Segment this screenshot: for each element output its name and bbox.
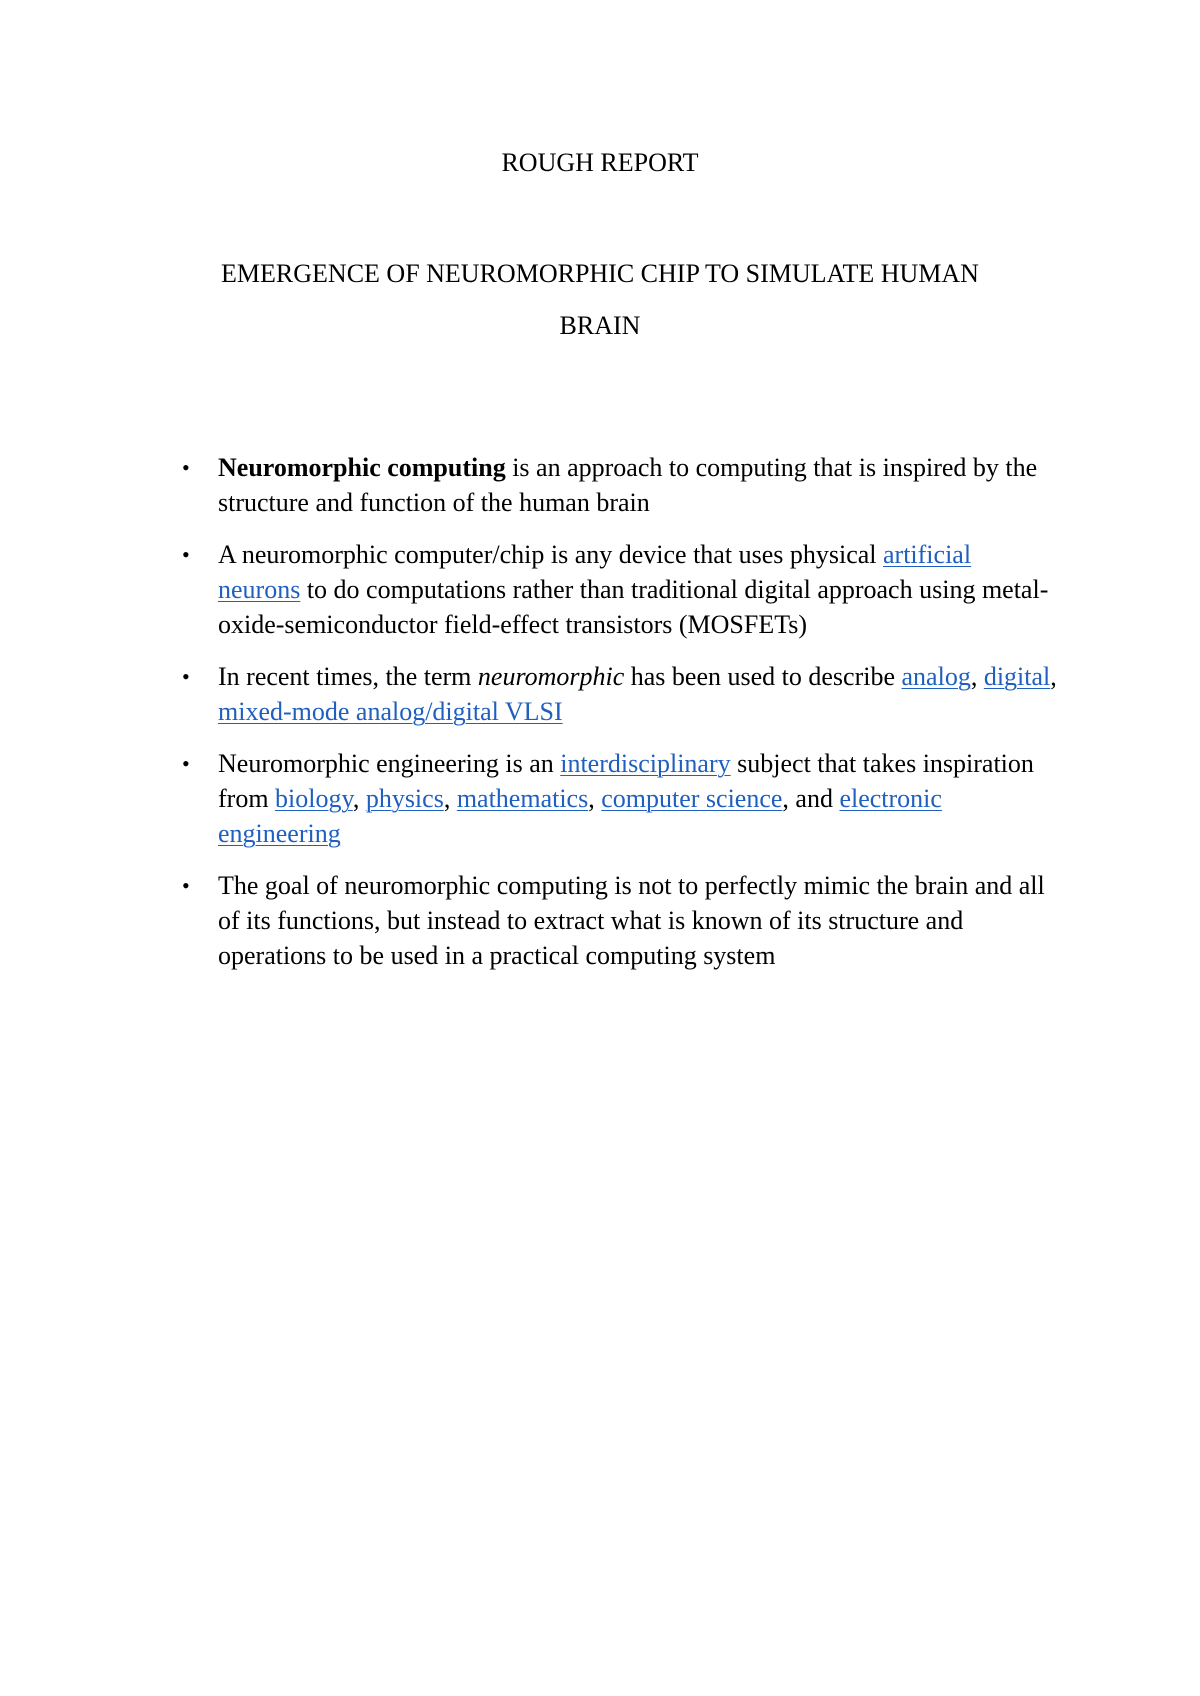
list-item [182,659,1058,729]
link-physics[interactable]: physics [365,784,444,813]
link-electronic-engineering[interactable]: electronic engineering [218,784,942,848]
bullet-text: The goal of neuromorphic computing is not to perfectly mimic the brain and all of its functions, but instead to extract what is known of its structure and operations to be used in a practical computing system [218,871,1045,970]
list-item [182,746,1058,851]
link-mixed-mode-vlsi[interactable]: mixed-mode analog/digital VLSI [218,697,563,726]
title-line-1: EMERGENCE OF NEUROMORPHIC CHIP TO SIMULATE HUMAN [221,259,979,288]
separator: , [970,662,984,691]
separator: , [588,784,602,813]
bullet-text: In recent times, the term [218,662,478,691]
title-line-2: BRAIN [559,311,641,340]
separator: , [352,784,366,813]
separator: , [1050,662,1057,691]
report-title [150,248,1050,352]
list-item [182,537,1058,642]
list-item [182,868,1058,973]
bullet-text: is an approach to computing that is inspired by the structure and function of the human brain [218,453,1038,517]
bullet-text: subject that takes inspiration from [218,749,1034,813]
bullet-list [182,450,1058,990]
report-label: ROUGH REPORT [501,148,699,177]
link-mathematics[interactable]: mathematics [456,784,589,813]
separator: , and [782,784,840,813]
bullet-icon: • [182,542,190,567]
link-interdisciplinary[interactable]: interdisciplinary [560,749,731,778]
bullet-icon: • [182,455,190,480]
link-computer-science[interactable]: computer science [601,784,783,813]
link-artificial-neurons[interactable]: artificial neurons [218,540,972,604]
bold-term: Neuromorphic computing [218,453,506,482]
bullet-text: to do computations rather than traditional digital approach using metal-oxide-semiconductor field-effect transistors (MOSFETs) [218,575,1049,639]
bullet-icon: • [182,664,190,689]
bullet-icon: • [182,873,190,898]
bullet-icon: • [182,751,190,776]
link-biology[interactable]: biology [275,784,353,813]
bullet-text: Neuromorphic engineering is an [218,749,561,778]
list-item [182,450,1058,520]
link-analog[interactable]: analog [901,662,971,691]
separator: , [443,784,457,813]
bullet-text: has been used to describe [624,662,902,691]
link-digital[interactable]: digital [983,662,1051,691]
bullet-text: A neuromorphic computer/chip is any device that uses physical [218,540,883,569]
italic-term: neuromorphic [477,662,625,691]
